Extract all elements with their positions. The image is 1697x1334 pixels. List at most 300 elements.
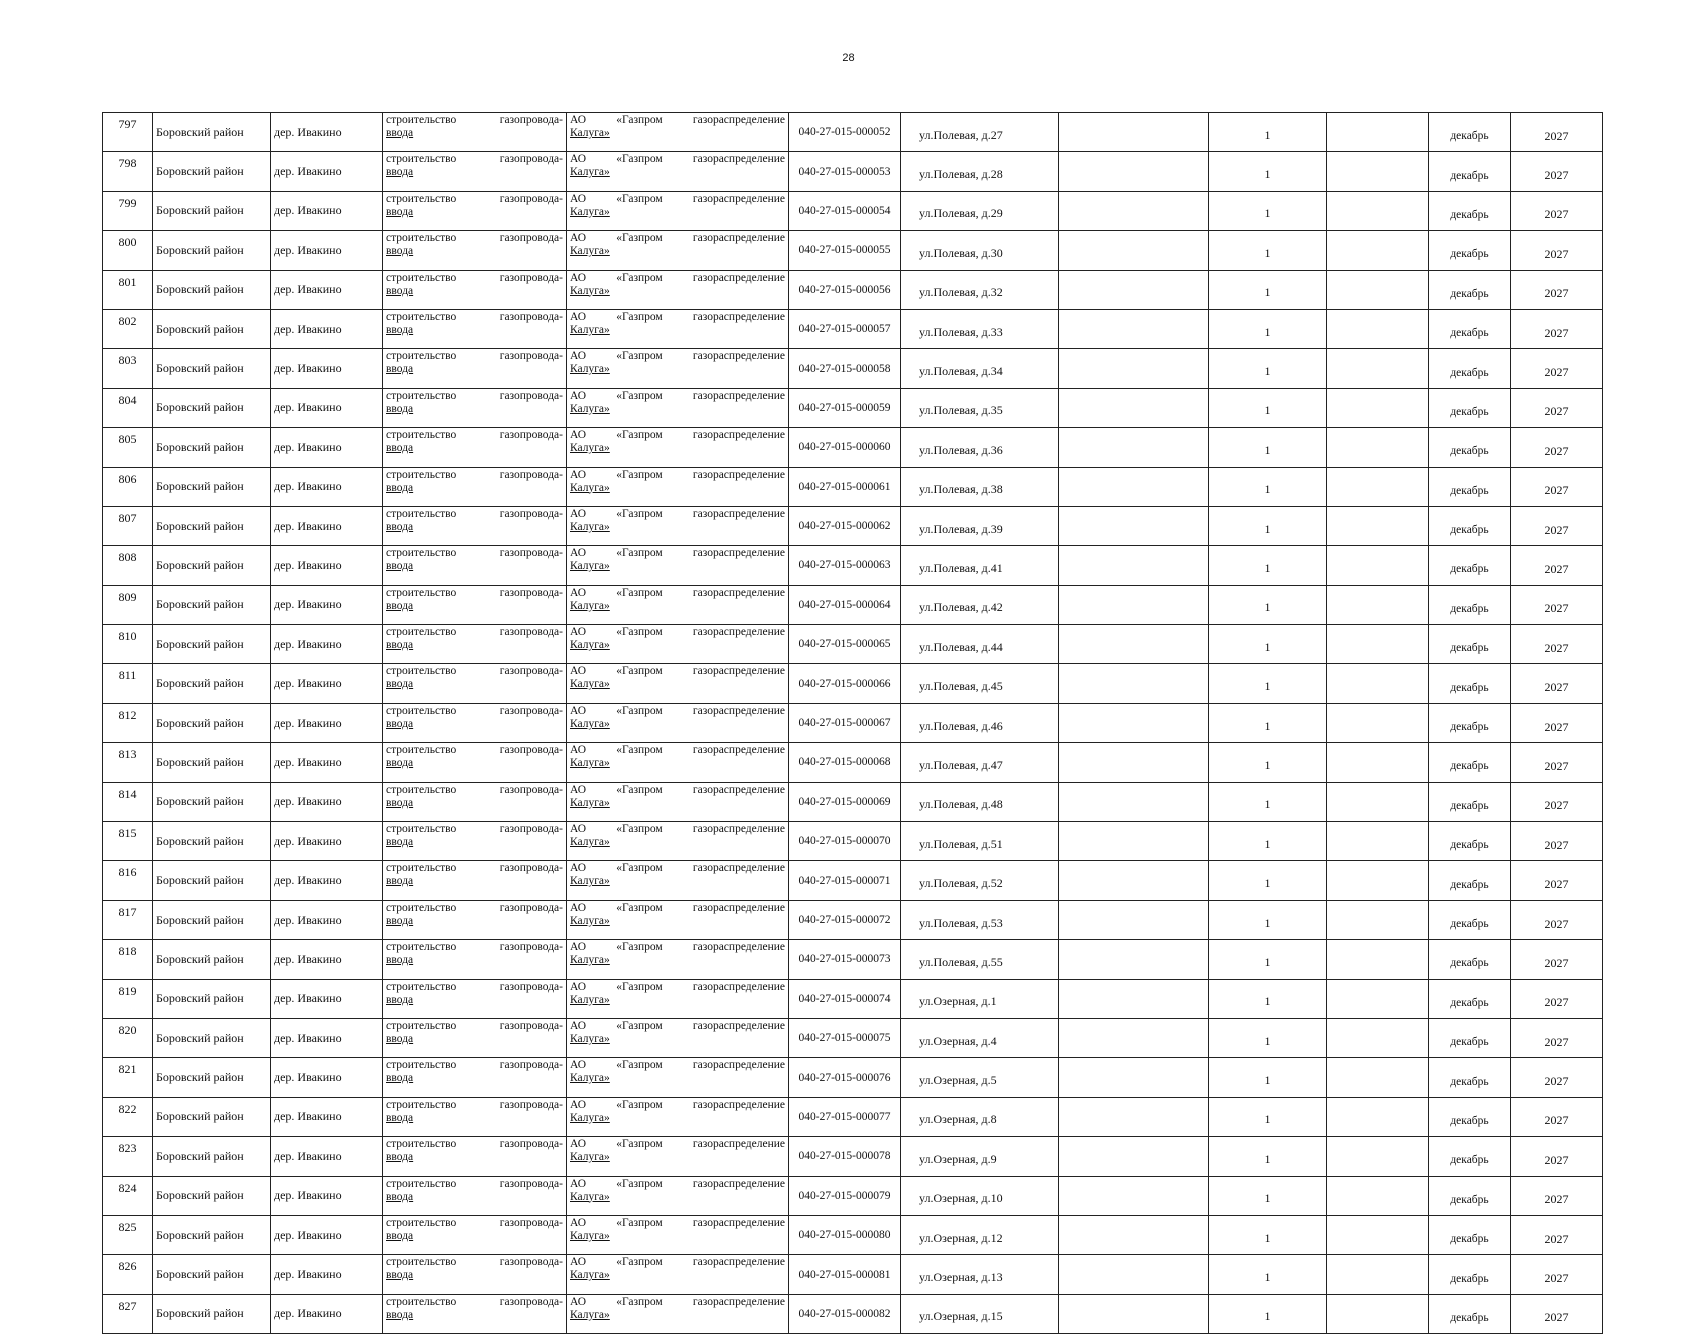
object-code-cell: 040-27-015-000076	[789, 1058, 901, 1097]
organization-cell	[567, 1176, 789, 1215]
organization-line-2: «Газпром	[616, 192, 663, 205]
address-cell: ул.Полевая, д.33	[901, 309, 1059, 348]
object-code-cell: 040-27-015-000078	[789, 1137, 901, 1176]
organization-cell	[567, 585, 789, 624]
empty-cell	[1059, 703, 1209, 742]
work-type-cell	[383, 231, 567, 270]
work-type-line-2: газопровода-	[499, 823, 563, 836]
organization-line-1: АО	[570, 547, 587, 560]
work-type-cell	[383, 270, 567, 309]
organization-line-4: Калуга»	[570, 442, 610, 455]
work-type-cell	[383, 900, 567, 939]
organization-line-1: АО	[570, 1098, 587, 1111]
empty-cell	[1327, 231, 1429, 270]
year-cell: 2027	[1511, 822, 1603, 861]
empty-cell	[1059, 664, 1209, 703]
work-type-line-1: строительство	[386, 310, 457, 323]
district-cell: Боровский район	[153, 506, 271, 545]
table-row	[103, 428, 1603, 467]
month-cell: декабрь	[1429, 388, 1511, 427]
address-cell: ул.Озерная, д.4	[901, 1018, 1059, 1057]
work-type-cell	[383, 979, 567, 1018]
empty-cell	[1059, 1058, 1209, 1097]
row-number: 827	[103, 1294, 153, 1333]
month-cell: декабрь	[1429, 1294, 1511, 1333]
organization-cell	[567, 113, 789, 152]
quantity-cell: 1	[1209, 1294, 1327, 1333]
address-cell: ул.Озерная, д.12	[901, 1215, 1059, 1254]
quantity-cell: 1	[1209, 822, 1327, 861]
empty-cell	[1327, 1058, 1429, 1097]
work-type-line-2: газопровода-	[499, 862, 563, 875]
work-type-line-3: ввода	[386, 1308, 414, 1321]
organization-line-4: Калуга»	[570, 1190, 610, 1203]
work-type-line-3: ввода	[386, 836, 414, 849]
work-type-line-2: газопровода-	[499, 310, 563, 323]
organization-line-3: газораспределение	[692, 192, 785, 205]
organization-line-1: АО	[570, 783, 587, 796]
table-row	[103, 191, 1603, 230]
organization-line-4: Калуга»	[570, 599, 610, 612]
organization-line-4: Калуга»	[570, 520, 610, 533]
work-type-cell	[383, 1137, 567, 1176]
work-type-line-3: ввода	[386, 323, 414, 336]
organization-line-4: Калуга»	[570, 1269, 610, 1282]
work-type-line-1: строительство	[386, 626, 457, 639]
quantity-cell: 1	[1209, 270, 1327, 309]
organization-line-3: газораспределение	[692, 823, 785, 836]
organization-line-3: газораспределение	[692, 1256, 785, 1269]
table-row	[103, 1294, 1603, 1333]
address-cell: ул.Полевая, д.41	[901, 546, 1059, 585]
row-number: 800	[103, 231, 153, 270]
organization-line-1: АО	[570, 704, 587, 717]
empty-cell	[1059, 506, 1209, 545]
work-type-line-3: ввода	[386, 1190, 414, 1203]
organization-line-2: «Газпром	[616, 389, 663, 402]
organization-line-4: Калуга»	[570, 127, 610, 139]
organization-line-2: «Газпром	[616, 1256, 663, 1269]
organization-line-3: газораспределение	[692, 626, 785, 639]
organization-line-1: АО	[570, 980, 587, 993]
work-type-line-2: газопровода-	[499, 586, 563, 599]
year-cell: 2027	[1511, 625, 1603, 664]
month-cell: декабрь	[1429, 1255, 1511, 1294]
district-cell: Боровский район	[153, 1058, 271, 1097]
organization-cell	[567, 546, 789, 585]
work-type-cell	[383, 822, 567, 861]
work-type-cell	[383, 152, 567, 191]
work-type-line-1: строительство	[386, 389, 457, 402]
month-cell: декабрь	[1429, 152, 1511, 191]
organization-line-2: «Газпром	[616, 1098, 663, 1111]
quantity-cell: 1	[1209, 1215, 1327, 1254]
row-number: 802	[103, 309, 153, 348]
village-cell: дер. Ивакино	[271, 506, 383, 545]
year-cell: 2027	[1511, 1294, 1603, 1333]
organization-line-1: АО	[570, 429, 587, 442]
object-code-cell: 040-27-015-000077	[789, 1097, 901, 1136]
address-cell: ул.Полевая, д.29	[901, 191, 1059, 230]
empty-cell	[1059, 388, 1209, 427]
empty-cell	[1327, 822, 1429, 861]
organization-cell	[567, 703, 789, 742]
work-type-line-1: строительство	[386, 1177, 457, 1190]
village-cell: дер. Ивакино	[271, 349, 383, 388]
village-cell: дер. Ивакино	[271, 467, 383, 506]
object-code-cell: 040-27-015-000052	[789, 113, 901, 152]
empty-cell	[1059, 349, 1209, 388]
year-cell: 2027	[1511, 152, 1603, 191]
work-type-line-2: газопровода-	[499, 389, 563, 402]
work-type-line-3: ввода	[386, 402, 414, 415]
organization-line-1: АО	[570, 1295, 587, 1308]
organization-cell	[567, 1018, 789, 1057]
work-type-line-2: газопровода-	[499, 1256, 563, 1269]
object-code-cell: 040-27-015-000070	[789, 822, 901, 861]
district-cell: Боровский район	[153, 1176, 271, 1215]
work-type-cell	[383, 546, 567, 585]
object-code-cell: 040-27-015-000066	[789, 664, 901, 703]
year-cell: 2027	[1511, 861, 1603, 900]
organization-line-2: «Газпром	[616, 862, 663, 875]
organization-line-4: Калуга»	[570, 914, 610, 927]
object-code-cell: 040-27-015-000057	[789, 309, 901, 348]
work-type-line-2: газопровода-	[499, 1019, 563, 1032]
village-cell: дер. Ивакино	[271, 1058, 383, 1097]
organization-line-2: «Газпром	[616, 429, 663, 442]
district-cell: Боровский район	[153, 270, 271, 309]
organization-line-2: «Газпром	[616, 744, 663, 757]
year-cell: 2027	[1511, 467, 1603, 506]
year-cell: 2027	[1511, 270, 1603, 309]
month-cell: декабрь	[1429, 1097, 1511, 1136]
object-code-cell: 040-27-015-000063	[789, 546, 901, 585]
organization-cell	[567, 349, 789, 388]
organization-line-4: Калуга»	[570, 166, 610, 179]
organization-line-1: АО	[570, 626, 587, 639]
organization-line-3: газораспределение	[692, 665, 785, 678]
year-cell: 2027	[1511, 585, 1603, 624]
address-cell: ул.Озерная, д.9	[901, 1137, 1059, 1176]
table-row	[103, 940, 1603, 979]
quantity-cell: 1	[1209, 979, 1327, 1018]
empty-cell	[1327, 979, 1429, 1018]
empty-cell	[1327, 861, 1429, 900]
address-cell: ул.Озерная, д.15	[901, 1294, 1059, 1333]
empty-cell	[1059, 1097, 1209, 1136]
address-cell: ул.Полевая, д.45	[901, 664, 1059, 703]
address-cell: ул.Полевая, д.52	[901, 861, 1059, 900]
work-type-line-2: газопровода-	[499, 783, 563, 796]
quantity-cell: 1	[1209, 1018, 1327, 1057]
empty-cell	[1059, 270, 1209, 309]
organization-line-1: АО	[570, 507, 587, 520]
organization-cell	[567, 1137, 789, 1176]
year-cell: 2027	[1511, 191, 1603, 230]
address-cell: ул.Полевая, д.39	[901, 506, 1059, 545]
quantity-cell: 1	[1209, 506, 1327, 545]
organization-cell	[567, 1255, 789, 1294]
table-row	[103, 1255, 1603, 1294]
organization-line-2: «Газпром	[616, 941, 663, 954]
month-cell: декабрь	[1429, 664, 1511, 703]
organization-line-3: газораспределение	[692, 468, 785, 481]
organization-line-4: Калуга»	[570, 1032, 610, 1045]
organization-line-3: газораспределение	[692, 271, 785, 284]
table-row	[103, 1097, 1603, 1136]
district-cell: Боровский район	[153, 1255, 271, 1294]
year-cell: 2027	[1511, 743, 1603, 782]
work-type-cell	[383, 1294, 567, 1333]
organization-line-1: АО	[570, 192, 587, 205]
quantity-cell: 1	[1209, 546, 1327, 585]
district-cell: Боровский район	[153, 1294, 271, 1333]
empty-cell	[1059, 1137, 1209, 1176]
organization-line-2: «Газпром	[616, 1295, 663, 1308]
year-cell: 2027	[1511, 231, 1603, 270]
address-cell: ул.Полевая, д.28	[901, 152, 1059, 191]
organization-line-2: «Газпром	[616, 1019, 663, 1032]
organization-line-2: «Газпром	[616, 310, 663, 323]
village-cell: дер. Ивакино	[271, 1018, 383, 1057]
village-cell: дер. Ивакино	[271, 940, 383, 979]
empty-cell	[1059, 1215, 1209, 1254]
table-row	[103, 1058, 1603, 1097]
work-type-line-2: газопровода-	[499, 1177, 563, 1190]
object-code-cell: 040-27-015-000054	[789, 191, 901, 230]
organization-line-3: газораспределение	[692, 350, 785, 363]
address-cell: ул.Полевая, д.53	[901, 900, 1059, 939]
table-row	[103, 585, 1603, 624]
organization-line-3: газораспределение	[692, 1295, 785, 1308]
work-type-line-3: ввода	[386, 1032, 414, 1045]
district-cell: Боровский район	[153, 782, 271, 821]
table-row	[103, 388, 1603, 427]
village-cell: дер. Ивакино	[271, 782, 383, 821]
row-number: 799	[103, 191, 153, 230]
district-cell: Боровский район	[153, 625, 271, 664]
district-cell: Боровский район	[153, 467, 271, 506]
work-type-cell	[383, 664, 567, 703]
organization-line-4: Калуга»	[570, 205, 610, 218]
empty-cell	[1059, 428, 1209, 467]
month-cell: декабрь	[1429, 309, 1511, 348]
month-cell: декабрь	[1429, 703, 1511, 742]
empty-cell	[1327, 388, 1429, 427]
village-cell: дер. Ивакино	[271, 152, 383, 191]
organization-line-1: АО	[570, 114, 587, 126]
district-cell: Боровский район	[153, 309, 271, 348]
table-body	[103, 113, 1603, 1334]
year-cell: 2027	[1511, 900, 1603, 939]
empty-cell	[1059, 822, 1209, 861]
empty-cell	[1327, 1215, 1429, 1254]
organization-cell	[567, 1058, 789, 1097]
work-type-line-1: строительство	[386, 1098, 457, 1111]
month-cell: декабрь	[1429, 822, 1511, 861]
work-type-line-1: строительство	[386, 941, 457, 954]
district-cell: Боровский район	[153, 428, 271, 467]
object-code-cell: 040-27-015-000074	[789, 979, 901, 1018]
work-type-line-2: газопровода-	[499, 901, 563, 914]
row-number: 807	[103, 506, 153, 545]
village-cell: дер. Ивакино	[271, 625, 383, 664]
work-type-cell	[383, 349, 567, 388]
village-cell: дер. Ивакино	[271, 1097, 383, 1136]
organization-line-4: Калуга»	[570, 796, 610, 809]
organization-line-4: Калуга»	[570, 875, 610, 888]
organization-line-3: газораспределение	[692, 1019, 785, 1032]
month-cell: декабрь	[1429, 1137, 1511, 1176]
table-row	[103, 309, 1603, 348]
work-type-line-2: газопровода-	[499, 1098, 563, 1111]
year-cell: 2027	[1511, 1097, 1603, 1136]
organization-line-2: «Газпром	[616, 704, 663, 717]
empty-cell	[1327, 1294, 1429, 1333]
work-type-cell	[383, 625, 567, 664]
address-cell: ул.Полевая, д.47	[901, 743, 1059, 782]
month-cell: декабрь	[1429, 979, 1511, 1018]
empty-cell	[1059, 900, 1209, 939]
work-type-cell	[383, 743, 567, 782]
empty-cell	[1327, 782, 1429, 821]
organization-line-3: газораспределение	[692, 1177, 785, 1190]
row-number: 825	[103, 1215, 153, 1254]
village-cell: дер. Ивакино	[271, 979, 383, 1018]
address-cell: ул.Полевая, д.34	[901, 349, 1059, 388]
empty-cell	[1059, 152, 1209, 191]
organization-line-1: АО	[570, 901, 587, 914]
address-cell: ул.Озерная, д.13	[901, 1255, 1059, 1294]
row-number: 826	[103, 1255, 153, 1294]
empty-cell	[1327, 467, 1429, 506]
work-type-line-2: газопровода-	[499, 547, 563, 560]
month-cell: декабрь	[1429, 861, 1511, 900]
organization-line-3: газораспределение	[692, 862, 785, 875]
village-cell: дер. Ивакино	[271, 585, 383, 624]
village-cell: дер. Ивакино	[271, 703, 383, 742]
row-number: 812	[103, 703, 153, 742]
district-cell: Боровский район	[153, 1097, 271, 1136]
organization-cell	[567, 822, 789, 861]
empty-cell	[1059, 467, 1209, 506]
empty-cell	[1059, 546, 1209, 585]
year-cell: 2027	[1511, 664, 1603, 703]
object-code-cell: 040-27-015-000069	[789, 782, 901, 821]
organization-cell	[567, 743, 789, 782]
month-cell: декабрь	[1429, 1058, 1511, 1097]
organization-line-2: «Газпром	[616, 350, 663, 363]
district-cell: Боровский район	[153, 191, 271, 230]
row-number: 803	[103, 349, 153, 388]
address-cell: ул.Озерная, д.1	[901, 979, 1059, 1018]
row-number: 813	[103, 743, 153, 782]
work-type-line-1: строительство	[386, 744, 457, 757]
organization-line-2: «Газпром	[616, 980, 663, 993]
table-row	[103, 467, 1603, 506]
organization-line-4: Калуга»	[570, 284, 610, 297]
month-cell: декабрь	[1429, 743, 1511, 782]
empty-cell	[1327, 1097, 1429, 1136]
organization-cell	[567, 1097, 789, 1136]
village-cell: дер. Ивакино	[271, 822, 383, 861]
object-code-cell: 040-27-015-000062	[789, 506, 901, 545]
empty-cell	[1327, 625, 1429, 664]
work-type-line-2: газопровода-	[499, 1059, 563, 1072]
organization-line-1: АО	[570, 1256, 587, 1269]
empty-cell	[1059, 940, 1209, 979]
empty-cell	[1059, 1018, 1209, 1057]
work-type-line-3: ввода	[386, 639, 414, 652]
year-cell: 2027	[1511, 309, 1603, 348]
work-type-line-1: строительство	[386, 429, 457, 442]
empty-cell	[1059, 191, 1209, 230]
work-type-line-2: газопровода-	[499, 507, 563, 520]
empty-cell	[1327, 1018, 1429, 1057]
organization-line-3: газораспределение	[692, 744, 785, 757]
village-cell: дер. Ивакино	[271, 664, 383, 703]
empty-cell	[1327, 309, 1429, 348]
district-cell: Боровский район	[153, 1215, 271, 1254]
organization-line-2: «Газпром	[616, 1216, 663, 1229]
empty-cell	[1059, 309, 1209, 348]
work-type-line-1: строительство	[386, 862, 457, 875]
organization-line-4: Калуга»	[570, 993, 610, 1006]
table-row	[103, 782, 1603, 821]
empty-cell	[1059, 1255, 1209, 1294]
month-cell: декабрь	[1429, 546, 1511, 585]
organization-line-4: Калуга»	[570, 954, 610, 967]
work-type-line-1: строительство	[386, 783, 457, 796]
organization-line-4: Калуга»	[570, 245, 610, 258]
row-number: 814	[103, 782, 153, 821]
organization-line-1: АО	[570, 350, 587, 363]
object-code-cell: 040-27-015-000061	[789, 467, 901, 506]
organization-cell	[567, 664, 789, 703]
district-cell: Боровский район	[153, 152, 271, 191]
district-cell: Боровский район	[153, 703, 271, 742]
table-row	[103, 1176, 1603, 1215]
month-cell: декабрь	[1429, 349, 1511, 388]
village-cell: дер. Ивакино	[271, 1137, 383, 1176]
row-number: 824	[103, 1176, 153, 1215]
work-type-line-3: ввода	[386, 442, 414, 455]
year-cell: 2027	[1511, 349, 1603, 388]
quantity-cell: 1	[1209, 1097, 1327, 1136]
quantity-cell: 1	[1209, 191, 1327, 230]
village-cell: дер. Ивакино	[271, 546, 383, 585]
object-code-cell: 040-27-015-000065	[789, 625, 901, 664]
year-cell: 2027	[1511, 388, 1603, 427]
quantity-cell: 1	[1209, 1176, 1327, 1215]
month-cell: декабрь	[1429, 270, 1511, 309]
month-cell: декабрь	[1429, 231, 1511, 270]
object-code-cell: 040-27-015-000067	[789, 703, 901, 742]
address-cell: ул.Полевая, д.55	[901, 940, 1059, 979]
row-number: 805	[103, 428, 153, 467]
work-type-line-3: ввода	[386, 166, 414, 179]
address-cell: ул.Полевая, д.36	[901, 428, 1059, 467]
village-cell: дер. Ивакино	[271, 1255, 383, 1294]
year-cell: 2027	[1511, 1176, 1603, 1215]
quantity-cell: 1	[1209, 467, 1327, 506]
object-code-cell: 040-27-015-000053	[789, 152, 901, 191]
organization-line-2: «Газпром	[616, 153, 663, 166]
table-row	[103, 349, 1603, 388]
work-type-line-2: газопровода-	[499, 665, 563, 678]
work-type-line-3: ввода	[386, 757, 414, 770]
